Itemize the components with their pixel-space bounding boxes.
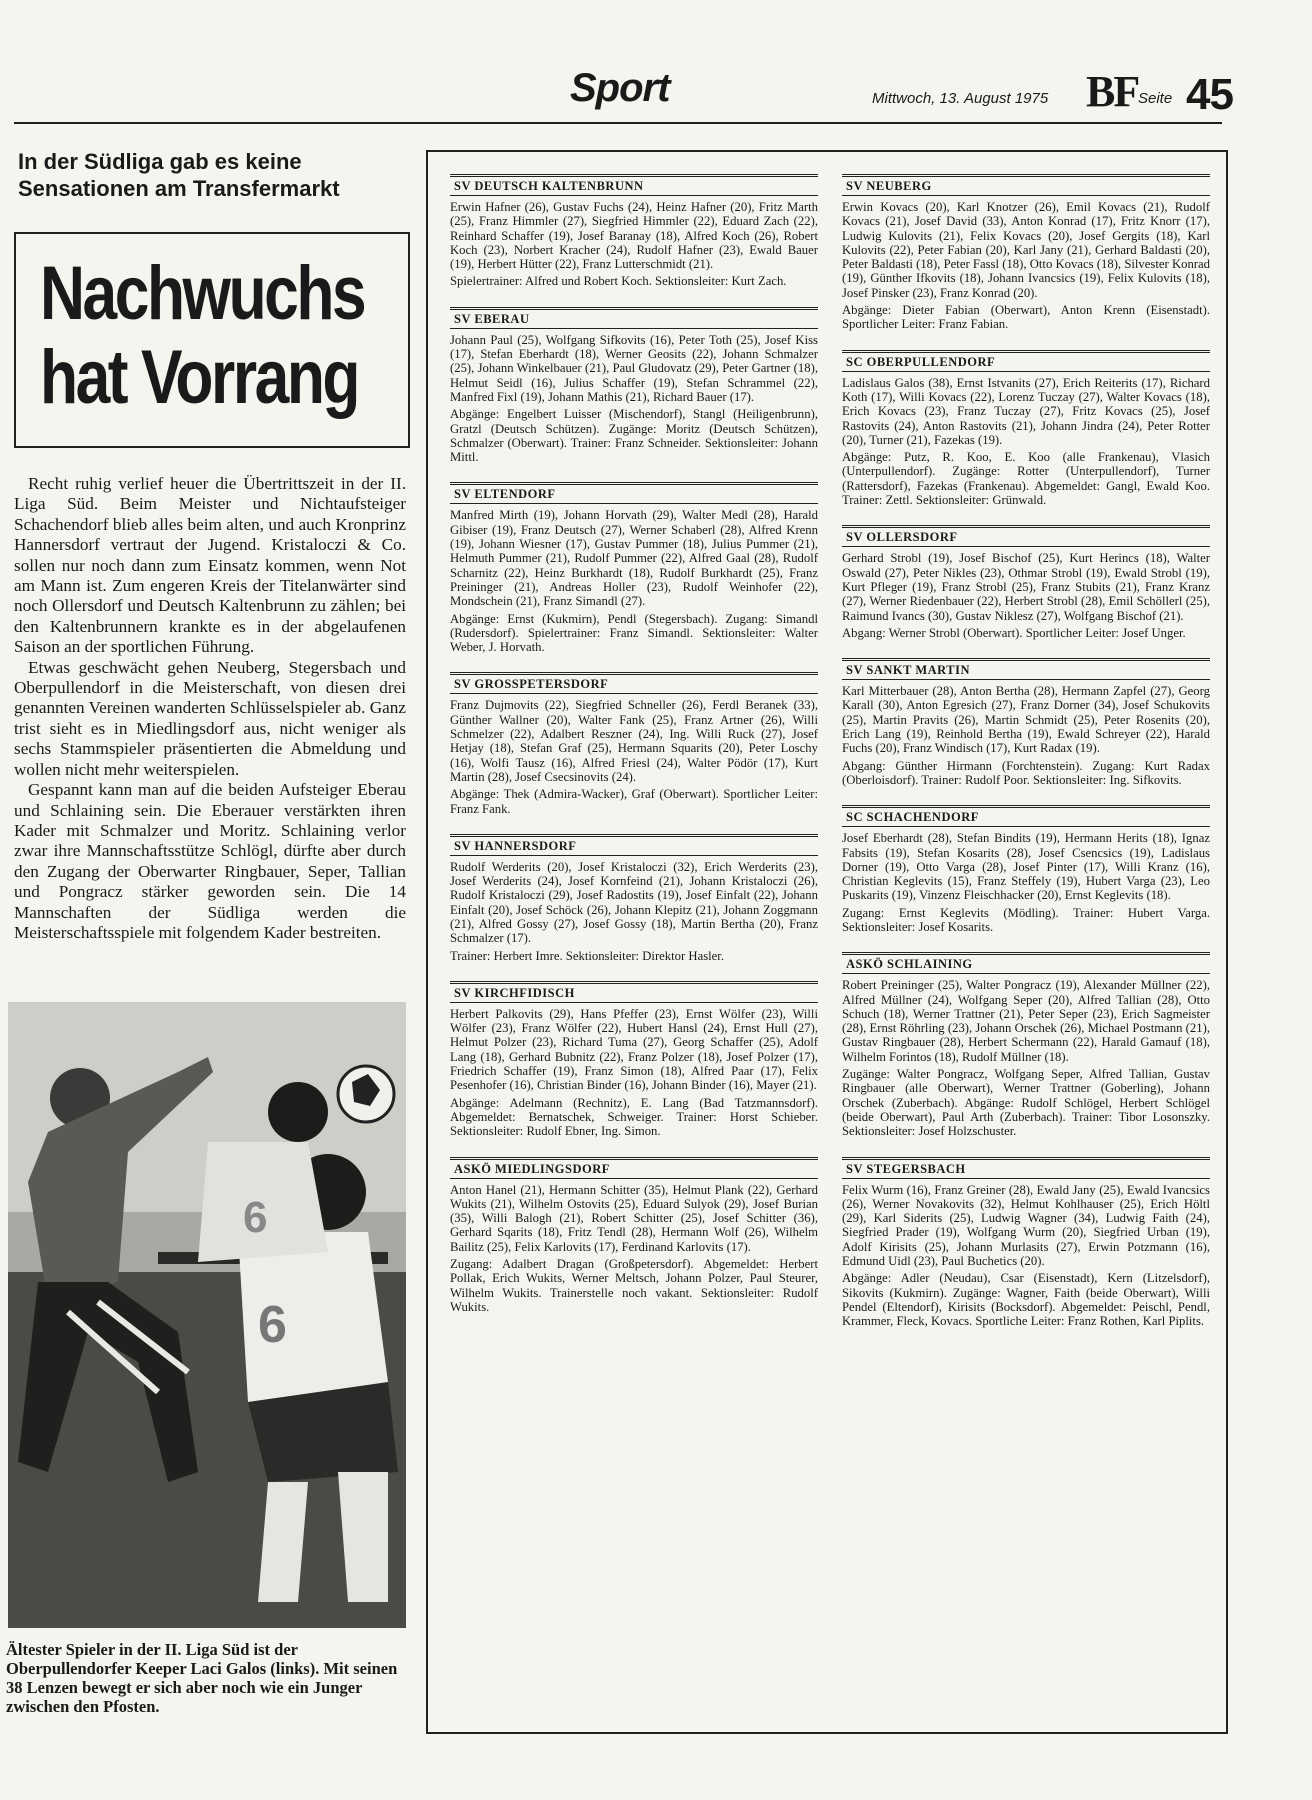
squad-notes: Abgänge: Adelmann (Rechnitz), E. Lang (Bad Tatzmannsdorf). Abgemeldet: Bernatschek, Schweiger. Trainer: Horst Schieber. Sektionsleiter: Rudolf Ebner, Ing. Simon.	[450, 1095, 818, 1139]
club-name: SV OLLERSDORF	[842, 525, 1210, 547]
squads-column-left	[450, 174, 818, 1332]
squad-players: Ladislaus Galos (38), Ernst Istvanits (27), Erich Reiterits (17), Richard Koth (17), Willi Kovacs (22), Lorenz Tuczay (27), Walter Kovacs (18), Erich Kovacs (23), Franz Tuczay (27), Fritz Kovacs (25), Josef Rastovits (24), Anton Rastovits (21), Johann Jindra (24), Peter Rotter (20), Turner (21), Fazekas (19).	[842, 375, 1210, 447]
squad-notes: Abgänge: Dieter Fabian (Oberwart), Anton Krenn (Eisenstadt). Sportlicher Leiter: Franz Fabian.	[842, 303, 1210, 332]
squad-players: Herbert Palkovits (29), Hans Pfeffer (23), Ernst Wölfer (23), Willi Wölfer (23), Franz Wölfer (22), Hubert Hansl (24), Ernst Hull (27), Helmut Polzer (23), Richard Tuma (27), Georg Schaffer (25), Adolf Lang (18), Gerhard Bubnitz (22), Franz Polzer (18), Josef Polzer (17), Friedrich Schaffer (19), Franz Simon (18), Alfred Paar (17), Felix Pesenhofer (16), Christian Binder (16), Johann Binder (16), Mayer (21).	[450, 1006, 818, 1093]
club-name: SV ELTENDORF	[450, 482, 818, 504]
club-name: SC SCHACHENDORF	[842, 805, 1210, 827]
section-title: Sport	[570, 66, 670, 110]
squad-section	[450, 1157, 818, 1315]
svg-text:6: 6	[258, 1296, 287, 1354]
club-name: ASKÖ MIEDLINGSDORF	[450, 1157, 818, 1179]
article-paragraph: Etwas geschwächt gehen Neuberg, Stegersbach und Oberpullendorf in die Meisterschaft, von diesen drei genannten Vereinen wanderten Schlüsselspieler ab. Ganz trist sieht es in Miedlingsdorf aus, nicht weniger als sechs Stammspieler präsentierten die Abmeldung und wollen nicht mehr weiterspielen.	[14, 657, 406, 779]
club-name: SV GROSSPETERSDORF	[450, 672, 818, 694]
squad-section	[450, 981, 818, 1139]
squad-section	[450, 482, 818, 654]
page-header	[14, 60, 1233, 124]
squad-section	[450, 174, 818, 289]
squad-notes: Abgang: Günther Hirmann (Forchtenstein). Zugang: Kurt Radax (Oberloisdorf). Trainer: Rudolf Poor. Sektionsleiter: Ing. Sifkovits.	[842, 758, 1210, 787]
article-body	[14, 474, 406, 943]
squad-players: Erwin Kovacs (20), Karl Knotzer (26), Emil Kovacs (21), Rudolf Kovacs (21), Josef David (33), Anton Konrad (17), Fritz Knorr (17), Ludwig Kulovits (21), Felix Kovacs (20), Josef Gergits (18), Karl Kulovits (22), Peter Fabian (20), Karl Jany (21), Gerhard Baldasti (20), Peter Baldasti (18), Peter Fassl (18), Otto Kovacs (18), Silvester Konrad (19), Günther Ifkovits (18), Johann Ivancsics (19), Felix Kulovits (18), Josef Pinsker (23), Franz Konrad (20).	[842, 200, 1210, 300]
squad-section	[842, 350, 1210, 508]
squad-players: Karl Mitterbauer (28), Anton Bertha (28), Hermann Zapfel (27), Georg Karall (30), Anton Egresich (27), Franz Dorner (34), Josef Schukovits (25), Martin Pravits (26), Martin Schmidt (25), Peter Rosenits (20), Erich Lang (19), Reinhold Bertha (19), Ewald Schreyer (22), Harald Fuchs (20), Franz Windisch (17), Kurt Radax (19).	[842, 684, 1210, 756]
squad-notes: Trainer: Herbert Imre. Sektionsleiter: Direktor Hasler.	[450, 948, 724, 963]
squad-players: Johann Paul (25), Wolfgang Sifkovits (16), Peter Toth (25), Josef Kiss (17), Stefan Eberhardt (18), Werner Geosits (22), Johann Schmalzer (25), Johann Winkelbauer (21), Paul Gludovatz (29), Peter Gartner (18), Helmut Seidl (16), Julius Schaffer (19), Stefan Schrammel (22), Manfred Fixl (19), Johann Mathis (21), Richard Bauer (17).	[450, 332, 818, 404]
page-number: 45	[1186, 70, 1233, 119]
photo-illustration	[8, 1002, 406, 1628]
article-paragraph: Recht ruhig verlief heuer die Übertrittszeit in der II. Liga Süd. Beim Meister und Nichtaufsteiger Schachendorf blieb alles beim alten, und auch Kronprinz Hannersdorf vertraut der Jugend. Kristaloczi & Co. sollen nur noch dann zum Einsatz kommen, wenn Not am Mann ist. Zum engeren Kreis der Titelanwärter sind noch Ollersdorf und Deutsch Kaltenbrunn zu zählen; bei den Kaltenbrunnern krankte es in der abgelaufenen Saison an der sportlichen Führung.	[14, 474, 406, 657]
squads-box	[426, 150, 1228, 1734]
newspaper-logo: BF	[1086, 67, 1139, 116]
headline-line-2: hat Vorrang	[40, 335, 359, 420]
club-name: SV STEGERSBACH	[842, 1157, 1210, 1179]
squad-notes: Zugang: Adalbert Dragan (Großpetersdorf). Abgemeldet: Herbert Pollak, Erich Wukits, Werner Meltsch, Johann Polzer, Paul Steurer, Wilhelm Wukits. Trainerstelle noch vakant. Sektionsleiter: Rudolf Wukits.	[450, 1257, 818, 1314]
squad-notes: Abgänge: Thek (Admira-Wacker), Graf (Oberwart). Sportlicher Leiter: Franz Fank.	[450, 787, 818, 816]
squad-notes: Abgänge: Ernst (Kukmirn), Pendl (Stegersbach). Zugang: Simandl (Rudersdorf). Spielertrainer: Franz Simandl. Sektionsleiter: Walter Weber, J. Horvath.	[450, 611, 818, 655]
club-name: SC OBERPULLENDORF	[842, 350, 1210, 372]
headline-box	[14, 232, 410, 448]
squad-players: Gerhard Strobl (19), Josef Bischof (25), Kurt Herincs (18), Walter Oswald (27), Peter Nikles (23), Othmar Strobl (19), Ewald Strobl (19), Kurt Pfleger (19), Franz Strobl (25), Franz Stubits (21), Franz Kranz (27), Werner Riedenbauer (22), Herbert Strobl (28), Emil Schöllerl (25), Raimund Ivancs (30), Gustav Niklesz (27), Wolfgang Bischof (21).	[842, 551, 1210, 623]
squad-section	[842, 805, 1210, 934]
club-name: ASKÖ SCHLAINING	[842, 952, 1210, 974]
squad-section	[450, 834, 818, 963]
club-name: SV KIRCHFIDISCH	[450, 981, 818, 1003]
svg-text:6: 6	[243, 1193, 268, 1242]
page-label: Seite	[1138, 90, 1173, 107]
article-kicker: In der Südliga gab es keine Sensationen am Transfermarkt	[18, 149, 340, 201]
club-name: SV DEUTSCH KALTENBRUNN	[450, 174, 818, 196]
squad-notes: Abgang: Werner Strobl (Oberwart). Sportlicher Leiter: Josef Unger.	[842, 625, 1186, 640]
squad-notes: Abgänge: Putz, R. Koo, E. Koo (alle Frankenau), Vlasich (Unterpullendorf). Zugänge: Rotter (Unterpullendorf), Turner (Rattersdorf), Fazekas (Frankenau). Abgemeldet: Gangl, Ewald Koo. Trainer: Zettl. Sektionsleiter: Grünwald.	[842, 450, 1210, 508]
squad-notes: Spielertrainer: Alfred und Robert Koch. Sektionsleiter: Kurt Zach.	[450, 274, 787, 289]
squad-section	[450, 672, 818, 815]
squad-notes: Abgänge: Adler (Neudau), Csar (Eisenstadt), Kern (Litzelsdorf), Sikovits (Kukmirn). Zugänge: Wagner, Faith (beide Oberwart), Willi Pendel (Eltendorf), Kirisits (Bocksdorf). Abgemeldet: Peischl, Pendl, Krammer, Fleck, Kovacs. Sportliche Leiter: Franz Rothen, Karl Piplits.	[842, 1271, 1210, 1329]
photo-caption: Ältester Spieler in der II. Liga Süd ist der Oberpullendorfer Keeper Laci Galos (links). Mit seinen 38 Lenzen bewegt er sich aber noch wie ein Junger zwischen den Pfosten.	[6, 1640, 398, 1716]
issue-date: Mittwoch, 13. August 1975	[872, 90, 1049, 107]
club-name: SV NEUBERG	[842, 174, 1210, 196]
club-name: SV SANKT MARTIN	[842, 658, 1210, 680]
squad-section	[842, 952, 1210, 1138]
squad-players: Anton Hanel (21), Hermann Schitter (35), Helmut Plank (22), Gerhard Wukits (21), Wilhelm Ostovits (25), Eduard Sulyok (29), Josef Burian (35), Willi Balogh (21), Robert Schitter (25), Josef Schitter (36), Gerhard Sqarits (18), Fritz Tendl (28), Hermann Wolf (26), Wilhelm Bailitz (25), Felix Karlovits (17), Ferdinand Karlovits (17).	[450, 1182, 818, 1254]
headline	[40, 252, 417, 420]
squad-players: Franz Dujmovits (22), Siegfried Schneller (26), Ferdl Beranek (33), Günther Wallner (20), Walter Fank (25), Franz Artner (26), Willi Schmelzer (22), Adalbert Reszner (24), Ing. Willi Ruck (27), Josef Hetjay (18), Stefan Graf (25), Hermann Squarits (20), Peter Loschy (16), Wolfi Tausz (16), Alfred Friesl (24), Walter Pödör (17), Kurt Martin (28), Josef Csecsinovits (24).	[450, 698, 818, 784]
squad-section	[450, 307, 818, 465]
club-name: SV EBERAU	[450, 307, 818, 329]
squad-players: Robert Preininger (25), Walter Pongracz (19), Alexander Müllner (22), Alfred Müllner (24), Wolfgang Seper (20), Alfred Tallian (28), Otto Schuch (18), Werner Trattner (21), Peter Seper (23), Erich Sagmeister (28), Ernst Röhrling (23), Johann Orschek (26), Michael Postmann (21), Gustav Ringbauer (28), Herbert Schermann (22), Harald Gamauf (18), Wilhelm Forintos (18), Rudolf Müllner (18).	[842, 978, 1210, 1064]
match-photo	[8, 1002, 406, 1628]
headline-line-1: Nachwuchs	[40, 251, 365, 336]
squad-players: Josef Eberhardt (28), Stefan Bindits (19), Hermann Herits (18), Ignaz Fabsits (19), Stefan Kosarits (28), Josef Csencsics (19), Ladislaus Dorner (19), Otto Varga (28), Josef Pinter (17), Willi Kranz (16), Christian Keglevits (15), Franz Steffely (19), Hubert Varga (23), Leo Puskarits (19), Vinzenz Fleischhacker (20), Ernst Keglevits (18).	[842, 831, 1210, 903]
squad-notes: Zugang: Ernst Keglevits (Mödling). Trainer: Hubert Varga. Sektionsleiter: Josef Kosarits.	[842, 905, 1210, 934]
article-paragraph: Gespannt kann man auf die beiden Aufsteiger Eberau und Schlaining sein. Die Eberauer verstärkten ihren Kader mit Schmalzer und Moritz. Schlaining verlor zwar ihre Mannschaftsstütze Schlögl, dürfte aber durch den Zugang der Oberwarter Ringbauer, Seper, Tallian und Pongracz stärker geworden sein. Die 14 Mannschaften der Südliga werden die Meisterschaftsspiele mit folgendem Kader bestreiten.	[14, 780, 406, 942]
club-name: SV HANNERSDORF	[450, 834, 818, 856]
squads-column-right	[842, 174, 1210, 1347]
squad-notes: Zugänge: Walter Pongracz, Wolfgang Seper, Alfred Tallian, Gustav Ringbauer (alle Oberwart), Werner Trattner (Goberling), Johann Orschek (Zuberbach). Abgänge: Rudolf Schlögel, Herbert Schlögel (beide Oberwart), Paul Arth (Zuberbach). Trainer: Tibor Losonszky. Sektionsleiter: Josef Holzschuster.	[842, 1067, 1210, 1139]
squad-players: Felix Wurm (16), Franz Greiner (28), Ewald Jany (25), Ewald Ivancsics (26), Werner Novakovits (32), Helmut Kohlhauser (25), Erich Höltl (29), Karl Siderits (25), Ludwig Wagner (34), Ludwig Faith (24), Siegfried Prader (19), Wolfgang Wurm (20), Siegfried Urban (19), Adolf Kirisits (25), Johann Murlasits (27), Erwin Potzmann (16), Edmund Uidl (23), Paul Buchetics (20).	[842, 1182, 1210, 1269]
squad-notes: Abgänge: Engelbert Luisser (Mischendorf), Stangl (Heiligenbrunn), Gratzl (Deutsch Schützen). Zugänge: Moritz (Deutsch Schützen), Schmalzer (Oberwart). Trainer: Franz Schneider. Sektionsleiter: Johann Mittl.	[450, 407, 818, 465]
squad-section	[842, 525, 1210, 640]
squad-section	[842, 174, 1210, 332]
squad-section	[842, 1157, 1210, 1329]
squad-players: Erwin Hafner (26), Gustav Fuchs (24), Heinz Hafner (20), Fritz Marth (25), Franz Himmler (27), Siegfried Himmler (22), Eduard Zach (22), Reinhard Schaffer (19), Josef Baranay (18), Alfred Koch (26), Robert Koch (23), Norbert Kracher (24), Rudolf Hafner (23), Ewald Bauer (19), Herbert Hütter (22), Franz Lutterschmidt (21).	[450, 200, 818, 272]
squad-section	[842, 658, 1210, 787]
squad-players: Rudolf Werderits (20), Josef Kristaloczi (32), Erich Werderits (23), Josef Werderits (24), Josef Kornfeind (21), Johann Kristaloczi (26), Rudolf Kristaloczi (29), Josef Radostits (19), Josef Einfalt (22), Johann Einfalt (20), Josef Schöck (26), Johann Klepitz (21), Johann Zoggmann (21), Alfred Gossy (27), Josef Gossy (18), Martin Bertha (20), Franz Schmalzer (17).	[450, 859, 818, 946]
squad-players: Manfred Mirth (19), Johann Horvath (29), Walter Medl (28), Harald Gibiser (19), Franz Deutsch (27), Werner Schaberl (28), Alfred Krenn (19), Johann Wiesner (17), Gustav Pummer (18), Julius Pummer (21), Helmuth Pummer (21), Rudolf Pummer (22), Alfred Gaal (28), Rudolf Scharnitz (22), Heinz Burkhardt (18), Rudolf Burkhardt (25), Franz Preininger (21), Andreas Holler (23), Rudolf Weinhofer (22), Mondschein (21), Franz Simandl (27).	[450, 508, 818, 609]
